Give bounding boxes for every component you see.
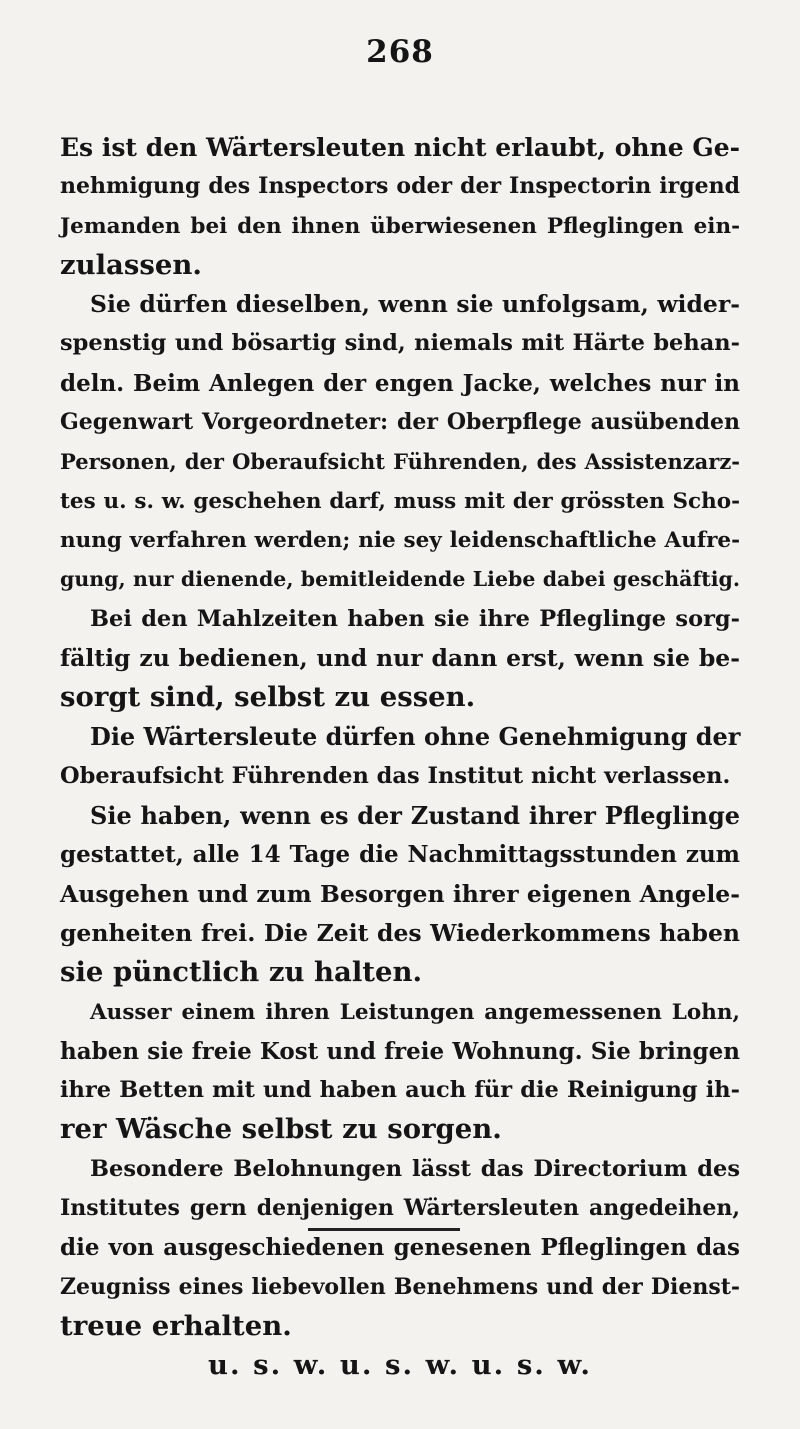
page-number: 268 <box>366 34 434 70</box>
text-line: Bei den Mahlzeiten haben sie ihre Pfleglinge sorg- <box>90 605 740 632</box>
text-line: fältig zu bedienen, und nur dann erst, wenn sie be- <box>60 643 740 672</box>
text-line: Institutes gern denjenigen Wärtersleuten angedeihen, <box>60 1195 740 1222</box>
text-line: nehmigung des Inspectors oder der Inspectorin irgend <box>60 173 740 200</box>
text-line: gestattet, alle 14 Tage die Nachmittagsstunden zum <box>60 841 740 869</box>
text-line: treue erhalten. <box>60 1309 292 1342</box>
text-line: Zeugniss eines liebevollen Benehmens und der Dienst- <box>60 1273 740 1300</box>
text-line: Besondere Belohnungen lässt das Directorium des <box>90 1155 740 1182</box>
text-line: tes u. s. w. geschehen darf, muss mit der grössten Scho- <box>60 488 740 514</box>
text-line: rer Wäsche selbst zu sorgen. <box>60 1113 502 1146</box>
text-line: nung verfahren werden; nie sey leidenschaftliche Aufre- <box>60 527 740 553</box>
text-line: Sie haben, wenn es der Zustand ihrer Pfleglinge <box>90 801 740 831</box>
text-line: deln. Beim Anlegen der engen Jacke, welches nur in <box>60 369 740 397</box>
text-line: haben sie freie Kost und freie Wohnung. Sie bringen <box>60 1037 740 1065</box>
text-line: genheiten frei. Die Zeit des Wiederkommens haben <box>60 918 740 947</box>
text-line: Personen, der Oberaufsicht Führenden, des Assistenzarz- <box>60 449 740 475</box>
text-line: Es ist den Wärtersleuten nicht erlaubt, ohne Ge- <box>60 133 740 162</box>
text-line: die von ausgeschiedenen genesenen Pfleglingen das <box>60 1234 740 1262</box>
text-line: Die Wärtersleute dürfen ohne Genehmigung der <box>90 722 741 752</box>
text-line: ihre Betten mit und haben auch für die Reinigung ih- <box>60 1077 740 1104</box>
text-line: sorgt sind, selbst zu essen. <box>60 681 476 714</box>
text-line: Jemanden bei den ihnen überwiesenen Pfleglingen ein- <box>60 213 740 239</box>
text-line: Gegenwart Vorgeordneter: der Oberpflege ausübenden <box>60 409 740 436</box>
text-line: gung, nur dienende, bemitleidende Liebe dabei geschäftig. <box>60 567 740 592</box>
body-text <box>60 128 740 1386</box>
text-line: Ausgehen und zum Besorgen ihrer eigenen Angele- <box>60 879 740 908</box>
text-line: zulassen. <box>60 248 202 281</box>
text-line: spenstig und bösartig sind, niemals mit Härte behan- <box>60 330 740 357</box>
closing-rule <box>308 1228 460 1231</box>
closing-line: u. s. w. u. s. w. u. s. w. <box>208 1349 592 1382</box>
text-line: Oberaufsicht Führenden das Institut nicht verlassen. <box>60 762 731 789</box>
text-line: Ausser einem ihren Leistungen angemessenen Lohn, <box>90 999 740 1025</box>
text-line: sie pünctlich zu halten. <box>60 956 423 989</box>
text-line: Sie dürfen dieselben, wenn sie unfolgsam, wider- <box>90 290 740 319</box>
